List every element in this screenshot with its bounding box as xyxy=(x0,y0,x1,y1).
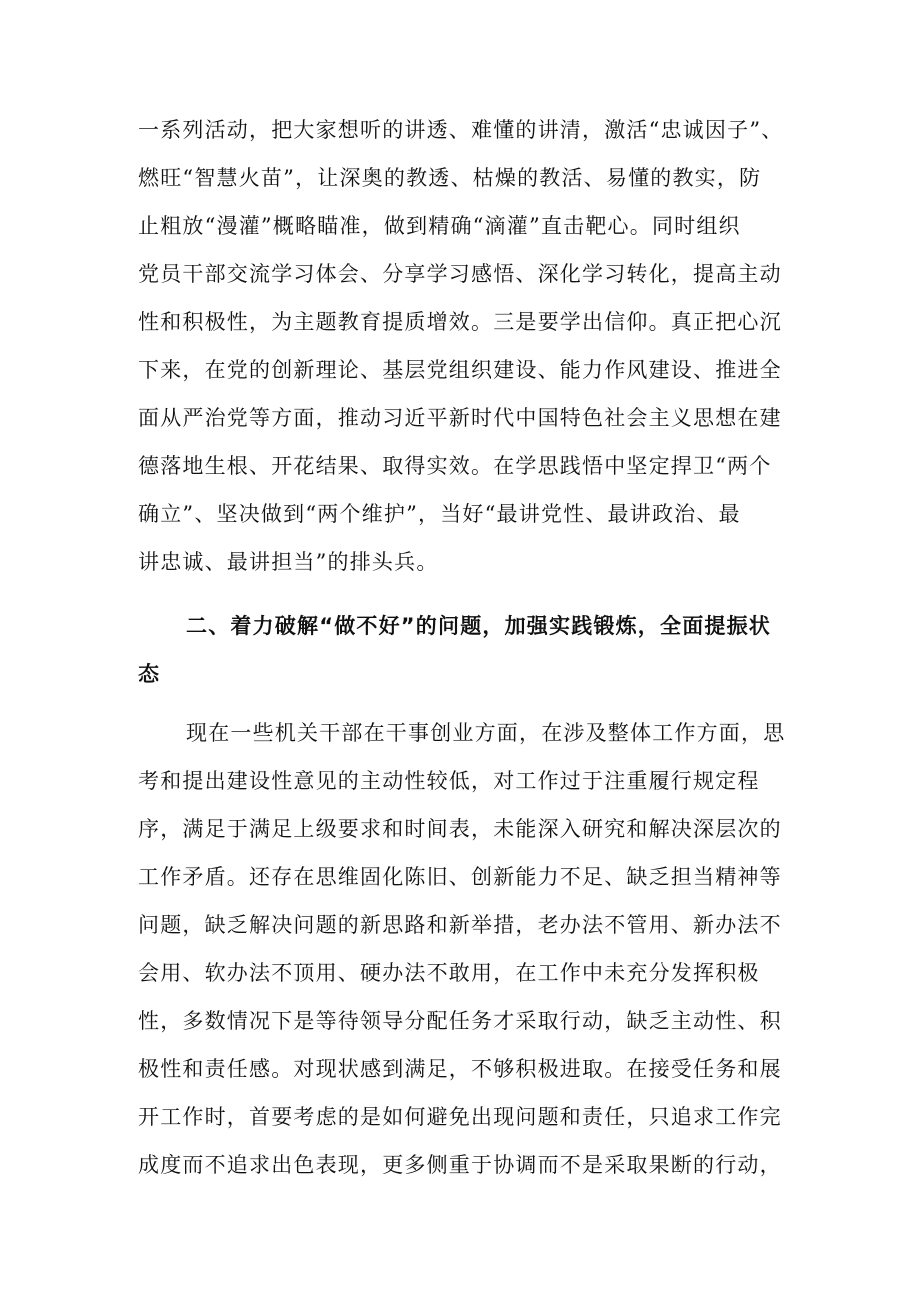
paragraph-1-line: 下来，在党的创新理论、基层党组织建设、能力作风建设、推进全 xyxy=(138,358,782,382)
paragraph-2-line: 会用、软办法不顶用、硬办法不敢用，在工作中未充分发挥积极 xyxy=(138,961,760,985)
paragraph-1-line: 燃旺“智慧火苗”，让深奥的教透、枯燥的教活、易懂的教实，防 xyxy=(138,166,762,190)
paragraph-2-line: 开工作时，首要考虑的是如何避免出现问题和责任，只追求工作完 xyxy=(138,1105,782,1129)
paragraph-2-line: 序，满足于满足上级要求和时间表，未能深入研究和解决深层次的 xyxy=(138,817,782,841)
paragraph-2-line: 性，多数情况下是等待领导分配任务才采取行动，缺乏主动性、积 xyxy=(138,1009,782,1033)
paragraph-2-line: 成度而不追求出色表现，更多侧重于协调而不是采取果断的行动， xyxy=(138,1153,782,1177)
paragraph-2-line: 考和提出建设性意见的主动性较低，对工作过于注重履行规定程 xyxy=(138,769,760,793)
paragraph-1-line: 面从严治党等方面，推动习近平新时代中国特色社会主义思想在建 xyxy=(138,406,782,430)
paragraph-2-line: 极性和责任感。对现状感到满足，不够积极进取。在接受任务和展 xyxy=(138,1057,782,1081)
section-heading-line: 二、着力破解“做不好”的问题，加强实践锻炼，全面提振状 xyxy=(186,614,772,638)
section-heading-line: 态 xyxy=(138,662,161,686)
paragraph-1-line: 一系列活动，把大家想听的讲透、难懂的讲清，激活“忠诚因子”、 xyxy=(138,118,784,142)
paragraph-2-line: 现在一些机关干部在干事创业方面，在涉及整体工作方面，思 xyxy=(186,721,786,745)
paragraph-2-line: 工作矛盾。还存在思维固化陈旧、创新能力不足、缺乏担当精神等 xyxy=(138,865,782,889)
paragraph-1-line: 党员干部交流学习体会、分享学习感悟、深化学习转化，提高主动 xyxy=(138,262,782,286)
paragraph-1-line: 讲忠诚、最讲担当”的排头兵。 xyxy=(138,550,439,574)
paragraph-1-line: 止粗放“漫灌”概略瞄准，做到精确“滴灌”直击靶心。同时组织 xyxy=(138,214,741,238)
paragraph-1-line: 性和积极性，为主题教育提质增效。三是要学出信仰。真正把心沉 xyxy=(138,310,782,334)
paragraph-2-line: 问题，缺乏解决问题的新思路和新举措，老办法不管用、新办法不 xyxy=(138,913,782,937)
paragraph-1-line: 确立”、坚决做到“两个维护”，当好“最讲党性、最讲政治、最 xyxy=(138,502,741,526)
paragraph-1-line: 德落地生根、开花结果、取得实效。在学思践悟中坚定捍卫“两个 xyxy=(138,454,772,478)
